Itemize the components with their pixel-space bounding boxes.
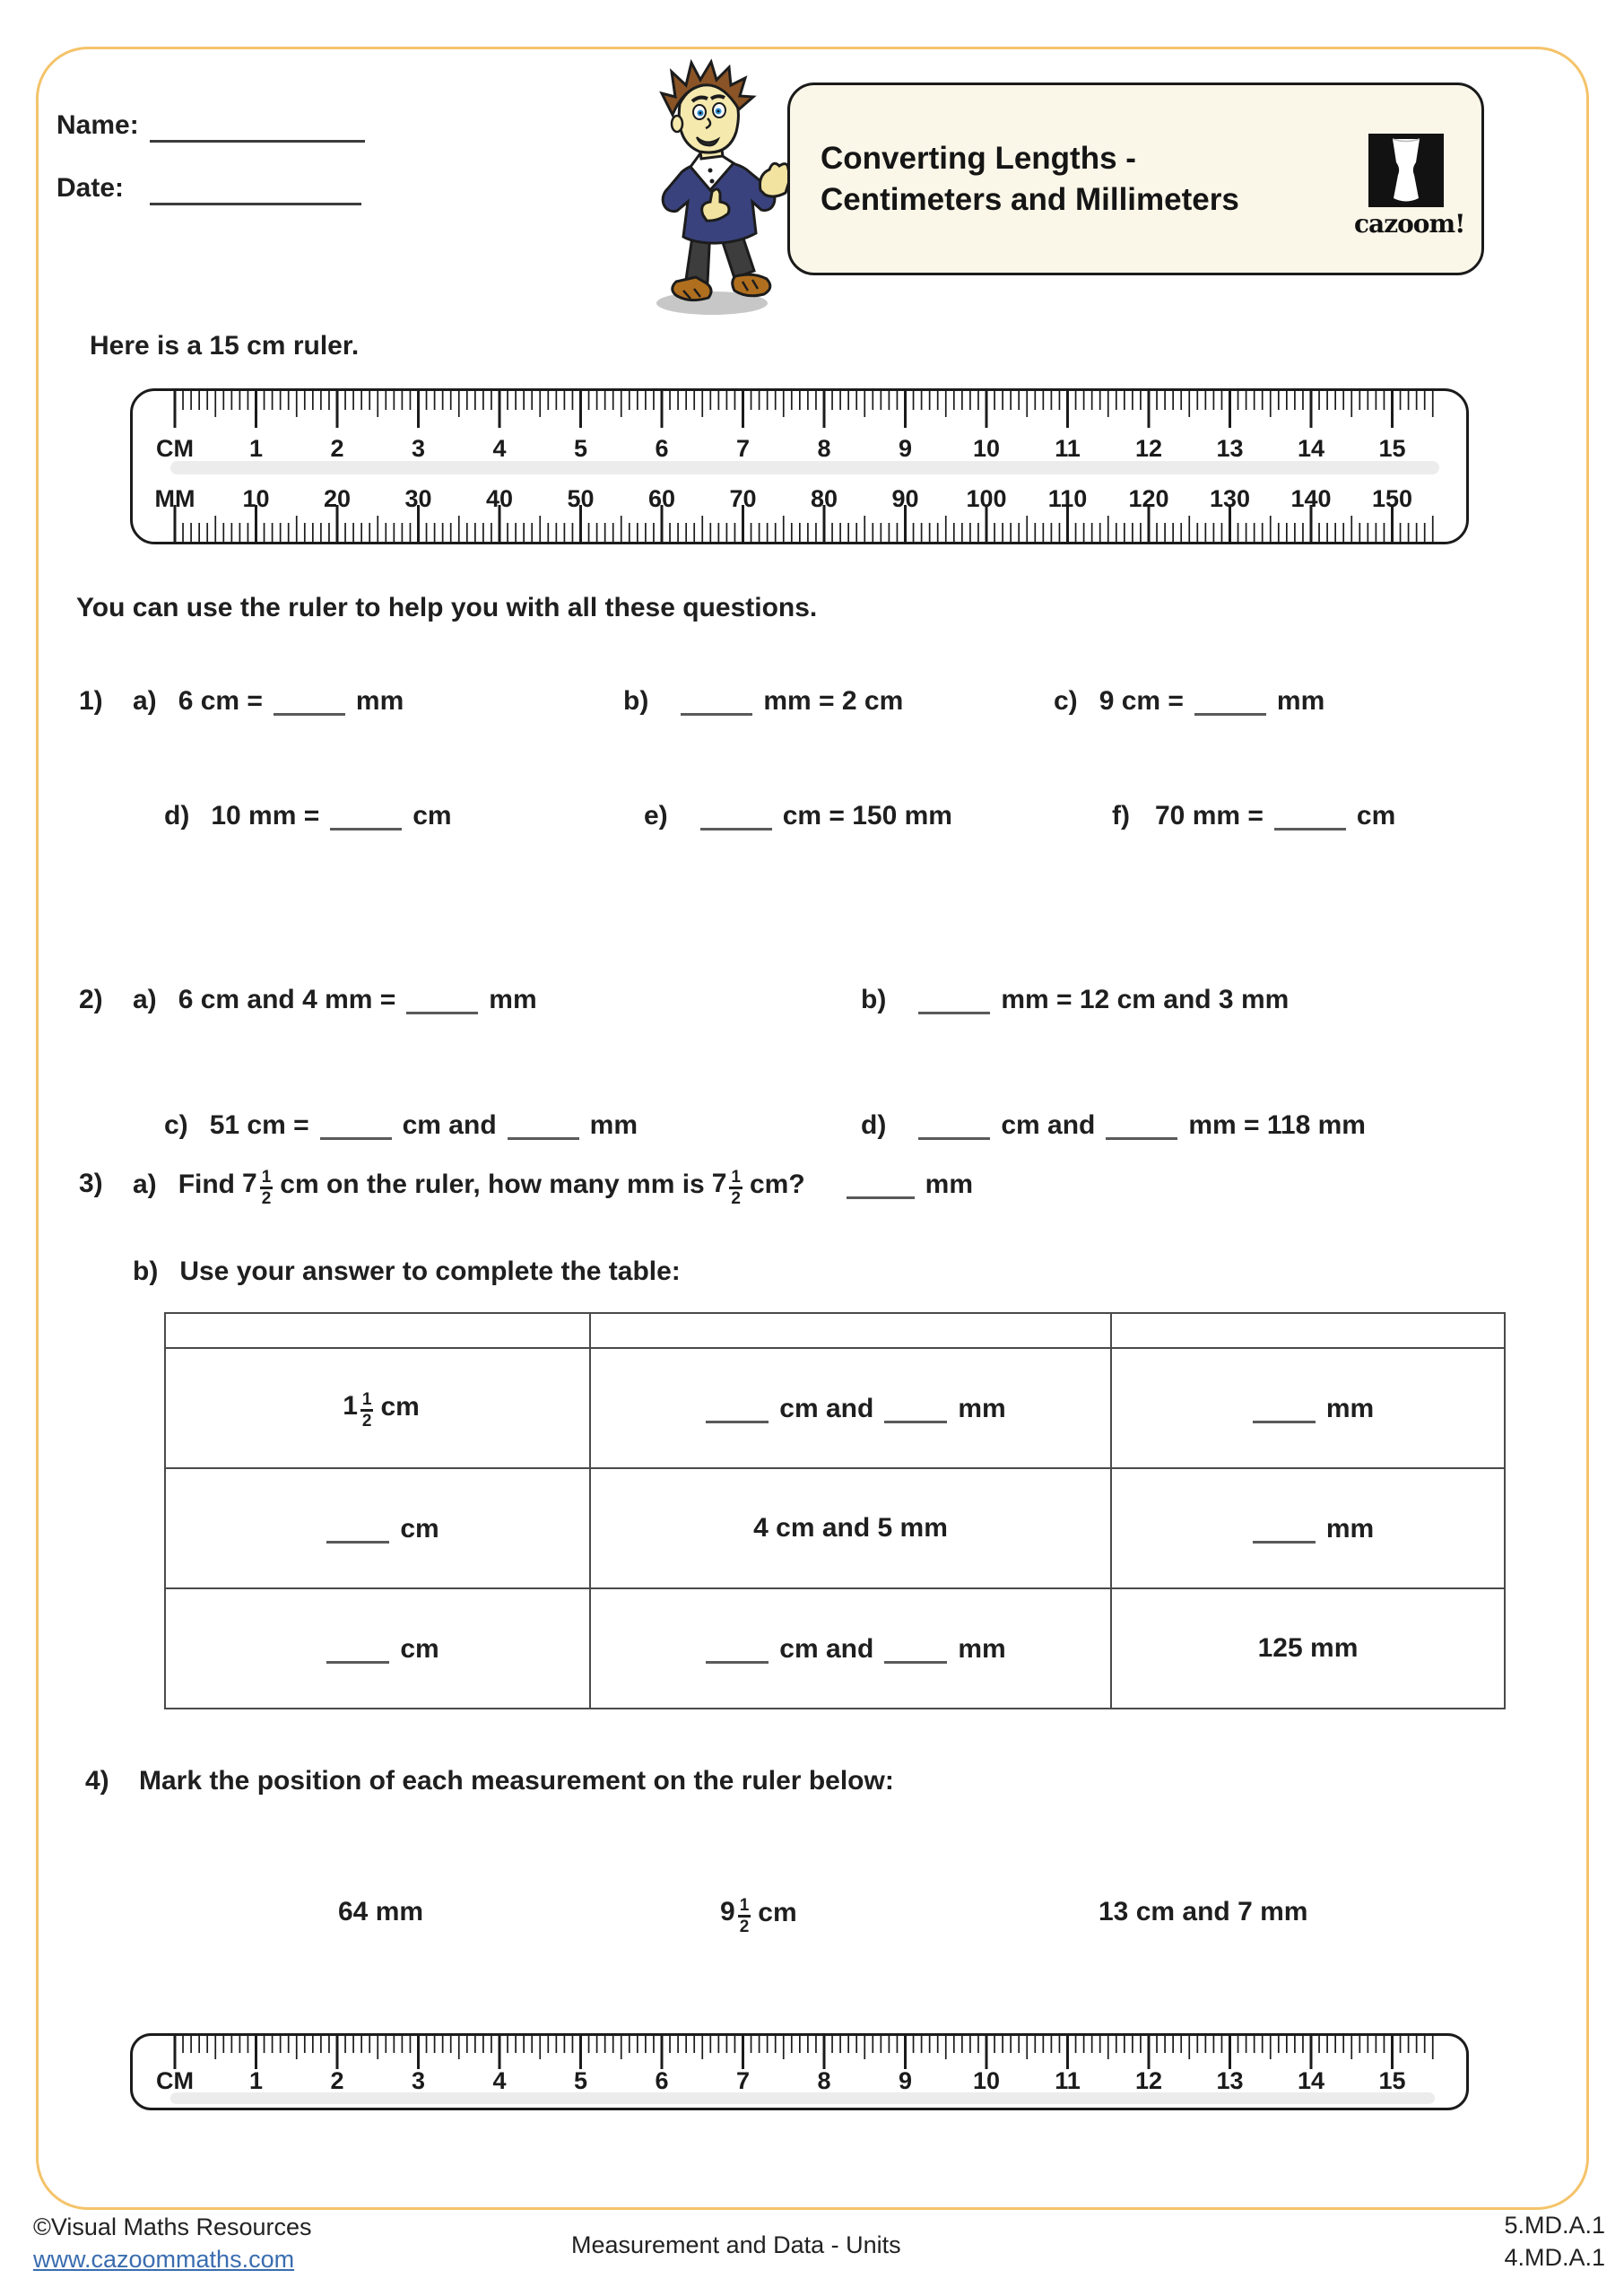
text-run: cm and	[1001, 1110, 1096, 1140]
text-run: cm and	[779, 1634, 874, 1664]
spacer	[189, 823, 211, 824]
text-run: 10 mm =	[211, 801, 320, 831]
worksheet-title-line1: Converting Lengths -	[821, 140, 1136, 176]
table-cell-r1c1	[165, 1348, 590, 1468]
text-run: cm = 150 mm	[782, 801, 952, 831]
svg-text:30: 30	[404, 485, 432, 512]
answer-blank	[1194, 684, 1266, 716]
bottom-ruler	[130, 2033, 1469, 2115]
footer-category: Measurement and Data - Units	[571, 2231, 901, 2258]
text-run: d)	[861, 1110, 887, 1140]
text-run: c)	[1054, 686, 1078, 716]
answer-blank	[681, 684, 752, 716]
mixed-fraction: 9 1 2	[720, 1896, 750, 1936]
conversion-table	[164, 1312, 1506, 1709]
answer-blank	[918, 1109, 990, 1140]
svg-text:7: 7	[735, 2067, 751, 2094]
svg-text:12: 12	[1134, 435, 1163, 462]
svg-text:90: 90	[891, 485, 919, 512]
name-label: Name:	[56, 110, 139, 140]
mixed-fraction: 1 1 2	[343, 1390, 372, 1431]
svg-text:7: 7	[735, 435, 751, 462]
text-run: mm = 12 cm and 3 mm	[1001, 985, 1290, 1014]
q2-item-d	[861, 1108, 1366, 1144]
answer-blank	[1253, 1512, 1316, 1544]
text-run: 9 cm =	[1099, 686, 1184, 716]
text-run: mm	[489, 985, 537, 1014]
text-run: mm	[1276, 686, 1325, 716]
svg-text:4: 4	[492, 2067, 507, 2094]
table-cell-r2c2	[590, 1468, 1111, 1588]
table-cell-r3c3	[1111, 1588, 1505, 1709]
worksheet-title-line2: Centimeters and Millimeters	[821, 181, 1239, 217]
text-run: 70 mm =	[1154, 801, 1264, 831]
q3-item-b	[133, 1254, 681, 1290]
text-run: b)	[133, 1257, 159, 1286]
answer-blank	[1274, 799, 1346, 831]
q4-number: 4)	[85, 1766, 109, 1796]
text-run: a)	[133, 686, 157, 716]
text-run: 4 cm and 5 mm	[753, 1513, 948, 1543]
q1-item-a	[133, 683, 404, 719]
text-run: cm	[400, 1634, 439, 1664]
spacer	[886, 1133, 908, 1134]
text-run: cm	[380, 1391, 420, 1422]
text-run: f)	[1112, 801, 1130, 831]
text-run: Use your answer to complete the table:	[179, 1257, 681, 1286]
answer-blank	[918, 983, 990, 1014]
mixed-fraction: 7 1 2	[242, 1168, 272, 1208]
svg-text:5: 5	[573, 2067, 588, 2094]
answer-blank	[406, 983, 478, 1014]
text-run: 6 cm =	[178, 686, 263, 716]
svg-text:8: 8	[817, 2067, 831, 2094]
text-run: cm and	[779, 1394, 874, 1423]
text-run: mm	[958, 1394, 1006, 1423]
answer-blank	[884, 1392, 947, 1423]
mixed-fraction: 7 1 2	[711, 1168, 741, 1208]
svg-text:13: 13	[1216, 2067, 1244, 2094]
text-run: mm	[958, 1634, 1006, 1664]
svg-text:70: 70	[729, 485, 757, 512]
q2-item-b	[861, 982, 1289, 1018]
svg-text:10: 10	[242, 485, 270, 512]
text-run: 125 mm	[1257, 1633, 1359, 1663]
svg-text:40: 40	[485, 485, 514, 512]
svg-text:1: 1	[248, 435, 264, 462]
answer-blank	[330, 799, 402, 831]
table-cell-r1c3	[1111, 1348, 1505, 1468]
q1-number: 1)	[79, 686, 103, 716]
spacer	[1130, 823, 1155, 824]
q4-prompt	[139, 1763, 894, 1799]
svg-text:1: 1	[248, 2067, 264, 2094]
text-run: cm?	[749, 1169, 805, 1199]
text-run: mm = 118 mm	[1188, 1110, 1366, 1140]
table-row	[165, 1348, 1505, 1468]
answer-blank	[706, 1632, 769, 1664]
measurement-9half-cm	[713, 1894, 797, 1934]
table-header-row	[165, 1313, 1505, 1348]
q1-item-c	[1054, 683, 1324, 719]
text-run: a)	[133, 985, 157, 1014]
text-run: 51 cm =	[209, 1110, 309, 1140]
svg-text:3: 3	[411, 435, 426, 462]
q1-item-d	[164, 798, 452, 834]
name-input-line	[150, 108, 365, 143]
table-cell-r3c2	[590, 1588, 1111, 1709]
date-label: Date:	[56, 173, 125, 203]
svg-text:9: 9	[898, 435, 913, 462]
svg-text:4: 4	[492, 435, 507, 462]
svg-text:14: 14	[1297, 435, 1325, 462]
svg-text:60: 60	[647, 485, 676, 512]
text-run: mm	[1325, 1394, 1375, 1423]
title-box	[787, 83, 1484, 275]
text-run: 64 mm	[338, 1897, 424, 1926]
text-run: mm	[925, 1169, 974, 1199]
svg-text:2: 2	[330, 2067, 344, 2094]
top-ruler	[130, 388, 1469, 549]
text-run: b)	[623, 686, 649, 716]
svg-text:2: 2	[330, 435, 344, 462]
text-run: 13 cm and 7 mm	[1099, 1897, 1308, 1926]
svg-text:11: 11	[1055, 2067, 1081, 2094]
svg-text:150: 150	[1371, 485, 1413, 512]
measurement-13cm-7mm	[1099, 1894, 1307, 1930]
q2-item-c	[164, 1108, 638, 1144]
svg-text:8: 8	[817, 435, 831, 462]
svg-text:11: 11	[1055, 435, 1081, 462]
q2-item-a	[133, 982, 537, 1018]
table-cell-r2c1	[165, 1468, 590, 1588]
svg-text:12: 12	[1134, 2067, 1163, 2094]
svg-text:140: 140	[1290, 485, 1332, 512]
svg-text:15: 15	[1378, 435, 1406, 462]
svg-text:13: 13	[1216, 435, 1244, 462]
spacer	[188, 1133, 210, 1134]
svg-text:130: 130	[1209, 485, 1251, 512]
table-row	[165, 1588, 1505, 1709]
svg-text:6: 6	[655, 435, 669, 462]
svg-text:5: 5	[573, 435, 588, 462]
text-run: mm	[589, 1110, 638, 1140]
answer-blank	[847, 1168, 915, 1199]
footer-copyright: ©Visual Maths Resources	[33, 2213, 312, 2240]
svg-text:100: 100	[966, 485, 1007, 512]
svg-text:9: 9	[898, 2067, 913, 2094]
q3-item-a	[133, 1166, 974, 1208]
intro-caption: Here is a 15 cm ruler.	[90, 331, 360, 361]
answer-blank	[508, 1109, 579, 1140]
text-run: cm	[400, 1514, 439, 1544]
table-header-cell	[1111, 1313, 1505, 1348]
table-row	[165, 1468, 1505, 1588]
answer-blank	[320, 1109, 392, 1140]
measurement-64mm	[338, 1894, 423, 1930]
footer-standard-2: 4.MD.A.1	[1504, 2244, 1605, 2271]
svg-text:10: 10	[972, 2067, 1001, 2094]
answer-blank	[884, 1632, 947, 1664]
text-run: mm	[1325, 1514, 1375, 1544]
date-input-line	[150, 170, 361, 205]
q2-number: 2)	[79, 985, 103, 1014]
spacer	[886, 1007, 908, 1008]
spacer	[805, 1192, 836, 1193]
cazoom-logo	[1354, 134, 1465, 239]
spacer	[158, 1279, 179, 1280]
cazoom-logo-caption: cazoom!	[1354, 209, 1465, 239]
answer-blank	[1253, 1392, 1316, 1423]
q3-number: 3)	[79, 1169, 103, 1198]
answer-blank	[274, 684, 345, 716]
text-run: a)	[133, 1169, 157, 1199]
footer-standard-1: 5.MD.A.1	[1504, 2212, 1605, 2239]
svg-text:80: 80	[810, 485, 838, 512]
text-run: cm	[413, 801, 452, 831]
text-run: e)	[644, 801, 668, 831]
svg-text:110: 110	[1047, 485, 1088, 512]
answer-blank	[706, 1392, 769, 1423]
svg-text:20: 20	[323, 485, 352, 512]
svg-text:120: 120	[1128, 485, 1169, 512]
answer-blank	[700, 799, 772, 831]
text-run: c)	[164, 1110, 188, 1140]
text-run: cm	[758, 1897, 797, 1927]
text-run: b)	[861, 985, 887, 1014]
spacer	[157, 1192, 178, 1193]
svg-text:10: 10	[972, 435, 1001, 462]
table-header-cell	[165, 1313, 590, 1348]
q1-item-e	[644, 798, 952, 834]
svg-text:6: 6	[655, 2067, 669, 2094]
text-run: mm = 2 cm	[763, 686, 904, 716]
help-text: You can use the ruler to help you with all these questions.	[76, 593, 818, 622]
table-cell-r2c3	[1111, 1468, 1505, 1588]
q1-item-b	[623, 683, 903, 719]
text-run: Find	[178, 1169, 235, 1199]
svg-text:CM: CM	[156, 2067, 194, 2094]
text-run: mm	[355, 686, 404, 716]
answer-blank	[326, 1632, 389, 1664]
text-run: 6 cm and 4 mm =	[178, 985, 396, 1014]
boy-character-illustration	[617, 56, 812, 325]
q1-item-f	[1112, 798, 1395, 834]
text-run: d)	[164, 801, 190, 831]
svg-text:14: 14	[1297, 2067, 1325, 2094]
svg-text:50: 50	[567, 485, 595, 512]
spacer	[668, 823, 690, 824]
footer-website-link[interactable]: www.cazoommaths.com	[33, 2246, 295, 2273]
answer-blank	[1106, 1109, 1177, 1140]
svg-text:3: 3	[411, 2067, 426, 2094]
cazoom-vase-icon	[1368, 134, 1444, 207]
svg-text:MM: MM	[154, 485, 195, 512]
spacer	[157, 1007, 178, 1008]
table-cell-r1c2	[590, 1348, 1111, 1468]
text-run: cm on the ruler, how many mm is	[280, 1169, 705, 1199]
answer-blank	[326, 1512, 389, 1544]
text-run: cm and	[402, 1110, 497, 1140]
text-run: Mark the position of each measurement on the ruler below:	[139, 1766, 894, 1796]
text-run: cm	[1356, 801, 1396, 831]
table-cell-r3c1	[165, 1588, 590, 1709]
svg-text:CM: CM	[156, 435, 194, 462]
table-header-cell	[590, 1313, 1111, 1348]
svg-text:15: 15	[1378, 2067, 1406, 2094]
